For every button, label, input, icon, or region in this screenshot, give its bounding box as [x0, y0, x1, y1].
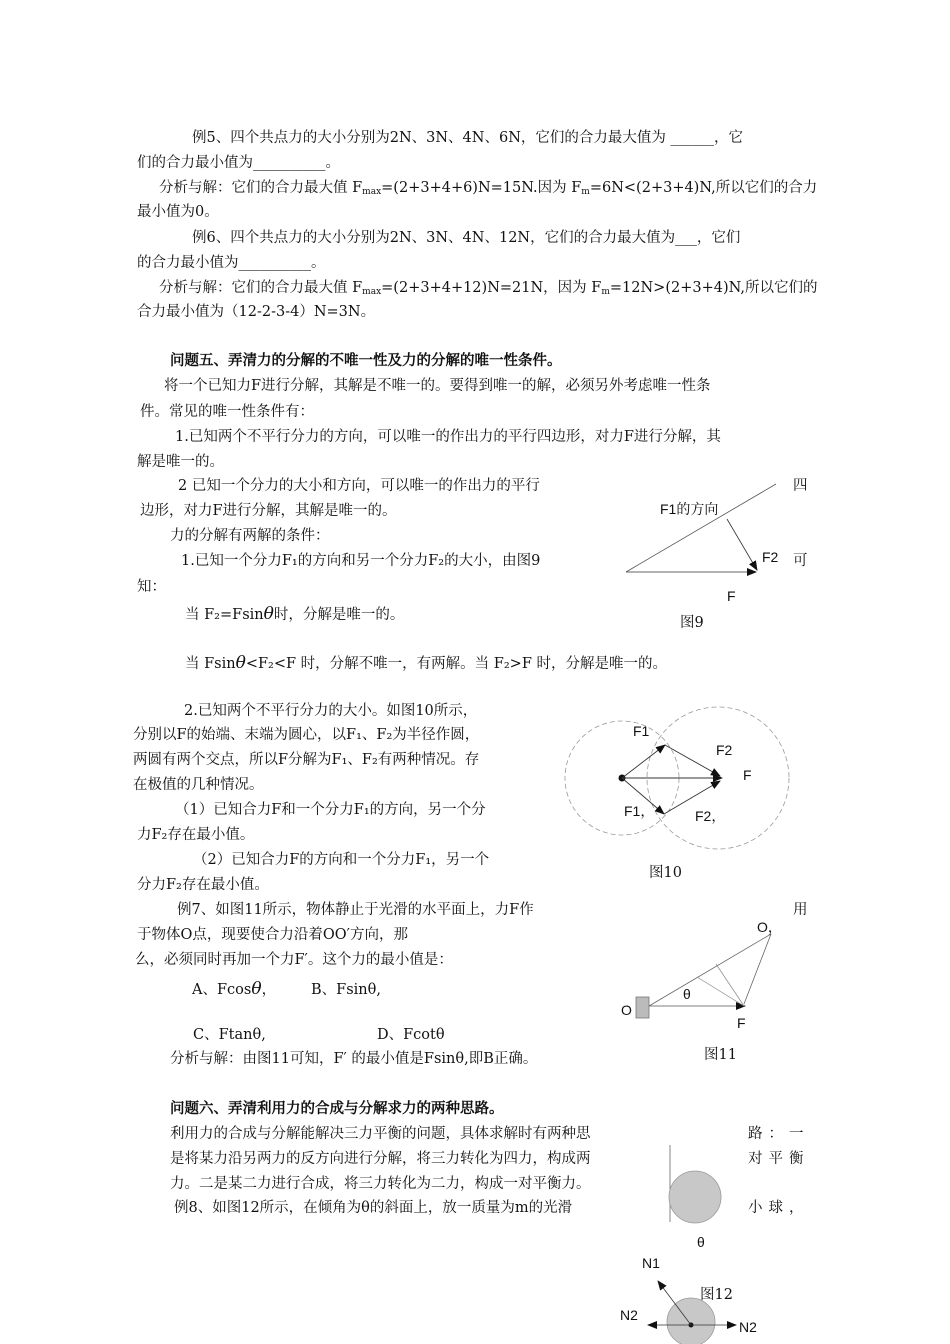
q6-line-b-end: 对平衡: [748, 1151, 810, 1167]
fig10-label-f: F: [743, 767, 752, 783]
q5b-line-e: （1）已知合力F和一个分力F₁的方向，另一个分: [175, 802, 486, 818]
ex6-solution-line2: 合力最小值为（12-2-3-4）N=3N。: [137, 304, 376, 320]
q5b-line-h: 分力F₂存在最小值。: [137, 877, 269, 893]
fig11-block: [636, 997, 649, 1018]
q6-line-a: 利用力的合成与分解能解决三力平衡的问题，具体求解时有两种思: [170, 1126, 591, 1142]
q5-two1a-end: 可: [793, 553, 808, 569]
fig10-label-f2: F2: [716, 742, 733, 758]
figure-10: [565, 707, 789, 849]
fig12-label-n1: N1: [642, 1255, 660, 1271]
figure-9: [626, 484, 779, 572]
ex7-line-c: 么，必须同时再加一个力F′。这个力的最小值是：: [135, 952, 453, 968]
fig11-label-f: F: [737, 1015, 746, 1031]
fig10-f1-arrow: [622, 745, 665, 778]
q5-title: 问题五、弄清力的分解的不唯一性及力的分解的唯一性条件。: [170, 352, 562, 369]
fig10-caption: 图10: [649, 865, 682, 881]
ex7-option-c: C、Ftanθ,: [193, 1027, 266, 1043]
fig12-label-theta: θ: [697, 1234, 705, 1250]
q5b-line-b: 分别以F的始端、末端为圆心，以F₁、F₂为半径作圆，: [133, 727, 480, 743]
ex7-line-a: 例7、如图11所示，物体静止于光滑的水平面上，力F作: [177, 902, 534, 918]
q6-line-d: 例8、如图12所示，在倾角为θ的斜面上，放一质量为m的光滑: [174, 1200, 573, 1216]
ex7-option-a: A、Fcosθ，: [192, 979, 277, 999]
q6-line-d-end: 小球，: [748, 1200, 810, 1216]
fig11-label-theta: θ: [683, 986, 691, 1002]
fig9-f2-arrow: [727, 519, 757, 570]
ex7-line-b: 于物体O点，现要使合力沿着OO′方向，那: [137, 927, 408, 943]
q5-cond1b: 解是唯一的。: [137, 454, 224, 470]
ex6-line1: 例6、四个共点力的大小分别为2N、3N、4N、12N，它们的合力最大值为___，它们: [192, 230, 741, 246]
ex7-solution: 分析与解：由图11可知，F′ 的最小值是Fsinθ,即B正确。: [170, 1051, 538, 1067]
q5-two1a: 1.已知一个分力F₁的方向和另一个分力F₂的大小，由图9: [181, 553, 541, 569]
ex5-line2: 们的合力最小值为__________。: [137, 155, 340, 171]
fig10-label-f1p: F1，: [624, 803, 655, 819]
fig9-label-direction: F1的方向: [660, 501, 719, 517]
q5-two1c: 当 F₂=Fsinθ时，分解是唯一的。: [185, 604, 405, 624]
fig9-caption: 图9: [680, 615, 704, 631]
ex6-solution-line1: 分析与解：它们的合力最大值 $F_{max}=(2+3+4+12)N=21N$，因为 $F_m=12N>(2+3+4)N$,所以它们的: [159, 280, 818, 297]
fig12-caption: 图12: [700, 1287, 733, 1303]
fig9-f1-direction-line: [626, 484, 779, 572]
fig11-oo-line: [649, 934, 771, 1006]
fig10-f2-arrow: [665, 745, 720, 776]
ex7-line-a-end: 用: [793, 902, 808, 918]
fig11-caption: 图11: [704, 1047, 737, 1063]
q5-cond2b: 边形，对力F进行分解，其解是唯一的。: [140, 503, 397, 519]
q5-cond2a-end: 四: [793, 478, 808, 494]
q5b-line-f: 力F₂存在最小值。: [137, 827, 255, 843]
fig10-label-f2p: F2，: [695, 808, 726, 824]
figure-12: [648, 1145, 736, 1344]
ex5-solution-line1: 分析与解：它们的合力最大值 $F_{max}=(2+3+4+6)N=15N$.因为 $F_m=6N<(2+3+4)N$,所以它们的合力: [159, 180, 818, 197]
fig12-label-n2-right: N2: [739, 1319, 757, 1335]
figure-11: [636, 934, 771, 1018]
q5-two1b: 知：: [137, 579, 166, 595]
ex6-line2: 的合力最小值为__________。: [137, 255, 326, 271]
q6-line-b: 是将某力沿另两力的反方向进行分解，将三力转化为四力，构成两: [170, 1151, 591, 1167]
q5-two1d: 当 Fsinθ<F₂<F 时，分解不唯一，有两解。当 F₂>F 时，分解是唯一的。: [185, 653, 667, 673]
fig9-label-f2: F2: [762, 549, 779, 565]
q5-para1b: 件。常见的唯一性条件有：: [140, 404, 314, 420]
q6-line-c: 力。二是某二力进行合成，将三力转化为二力，构成一对平衡力。: [170, 1176, 591, 1192]
ex7-option-d: D、Fcotθ: [377, 1027, 445, 1043]
ex5-solution-line2: 最小值为0。: [137, 204, 219, 220]
q5b-line-d: 在极值的几种情况。: [133, 777, 264, 793]
fig11-guide-line: [697, 977, 744, 1006]
fig11-side-line: [744, 934, 771, 1004]
fig11-label-o: O: [621, 1002, 632, 1018]
q5b-line-g: （2）已知合力F的方向和一个分力F₁，另一个: [193, 852, 490, 868]
q5-cond1a: 1.已知两个不平行分力的方向，可以唯一的作出力的平行四边形，对力F进行分解，其: [175, 429, 721, 445]
q6-title: 问题六、弄清利用力的合成与分解求力的两种思路。: [170, 1100, 504, 1117]
fig9-label-f: F: [727, 588, 736, 604]
fig12-ball: [669, 1171, 721, 1223]
fig11-perp-line: [716, 964, 744, 1006]
q5b-line-a: 2.已知两个不平行分力的大小。如图10所示，: [184, 703, 478, 719]
q5-two-solutions: 力的分解有两解的条件：: [170, 528, 330, 544]
ex5-line1: 例5、四个共点力的大小分别为2N、3N、4N、6N，它们的合力最大值为 ______，它: [192, 130, 743, 146]
fig11-label-op: O，: [757, 919, 782, 935]
fig12-label-n2-left: N2: [620, 1307, 638, 1323]
q5-cond2a: 2 已知一个分力的大小和方向，可以唯一的作出力的平行: [178, 478, 540, 494]
q5-para1a: 将一个已知力F进行分解，其解是不唯一的。要得到唯一的解，必须另外考虑唯一性条: [164, 378, 711, 394]
q5b-line-c: 两圆有两个交点，所以F分解为F₁、F₂有两种情况。存: [133, 752, 480, 768]
ex7-option-b: B、Fsinθ,: [311, 982, 381, 998]
fig12-ball-lower: [667, 1298, 715, 1344]
fig10-label-f1: F1: [633, 723, 650, 739]
q6-line-a-end: 路：一: [748, 1126, 810, 1142]
